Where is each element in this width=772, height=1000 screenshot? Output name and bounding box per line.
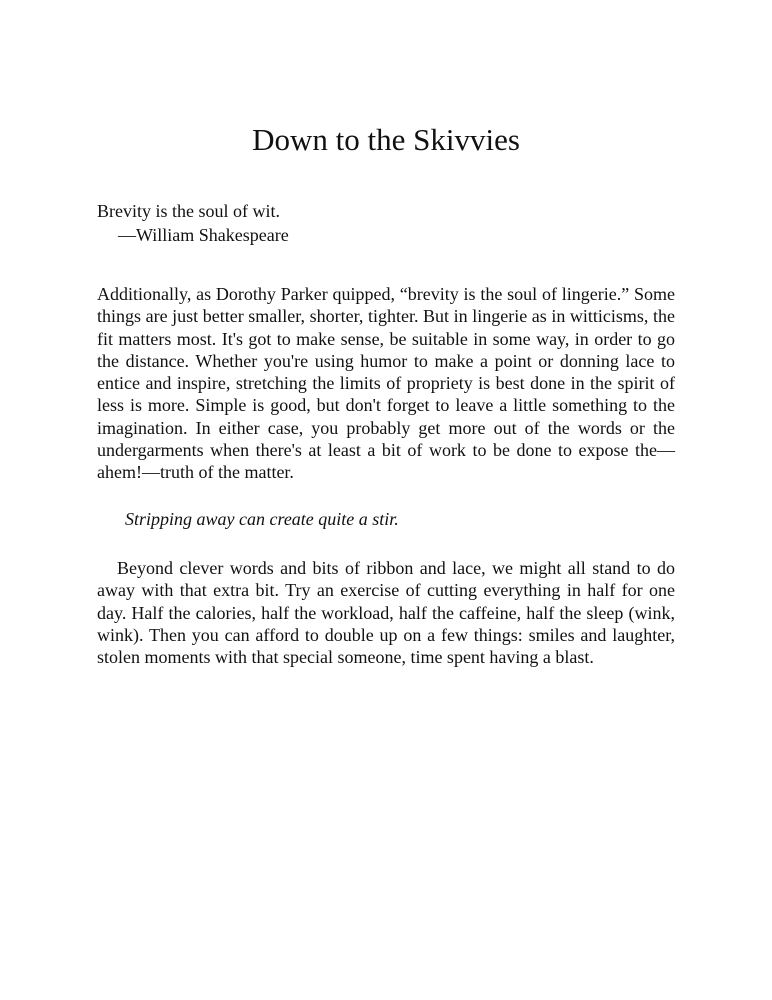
pull-quote: Stripping away can create quite a stir. <box>125 509 399 529</box>
chapter-title: Down to the Skivvies <box>252 122 520 157</box>
epigraph-quote: Brevity is the soul of wit. <box>97 201 280 221</box>
body-paragraph: Beyond clever words and bits of ribbon and lace, we might all stand to do away with that extra bit. Try an exercise of cutting everything in half for one day. Half the calories, half the workload, half the caffeine, half the sleep (wink, wink). Then you can afford to double up on a few things: smiles and laughter, stolen moments with that special someone, time spent having a blast. <box>97 558 675 667</box>
epigraph <box>97 199 677 247</box>
epigraph-attribution: —William Shakespeare <box>118 225 289 245</box>
body-paragraph: Additionally, as Dorothy Parker quipped, “brevity is the soul of lingerie.” Some things are just better smaller, shorter, tighter. But in lingerie as in witticisms, the fit matters most. It's got to make sense, be suitable in some way, in order to go the distance. Whether you're using humor to make a point or donning lace to entice and inspire, stretching the limits of propriety is best done in the spirit of less is more. Simple is good, but don't forget to leave a little something to the imagination. In either case, you probably get more out of the words or the undergarments when there's at least a bit of work to be done to expose the—ahem!—truth of the matter. <box>97 284 675 482</box>
